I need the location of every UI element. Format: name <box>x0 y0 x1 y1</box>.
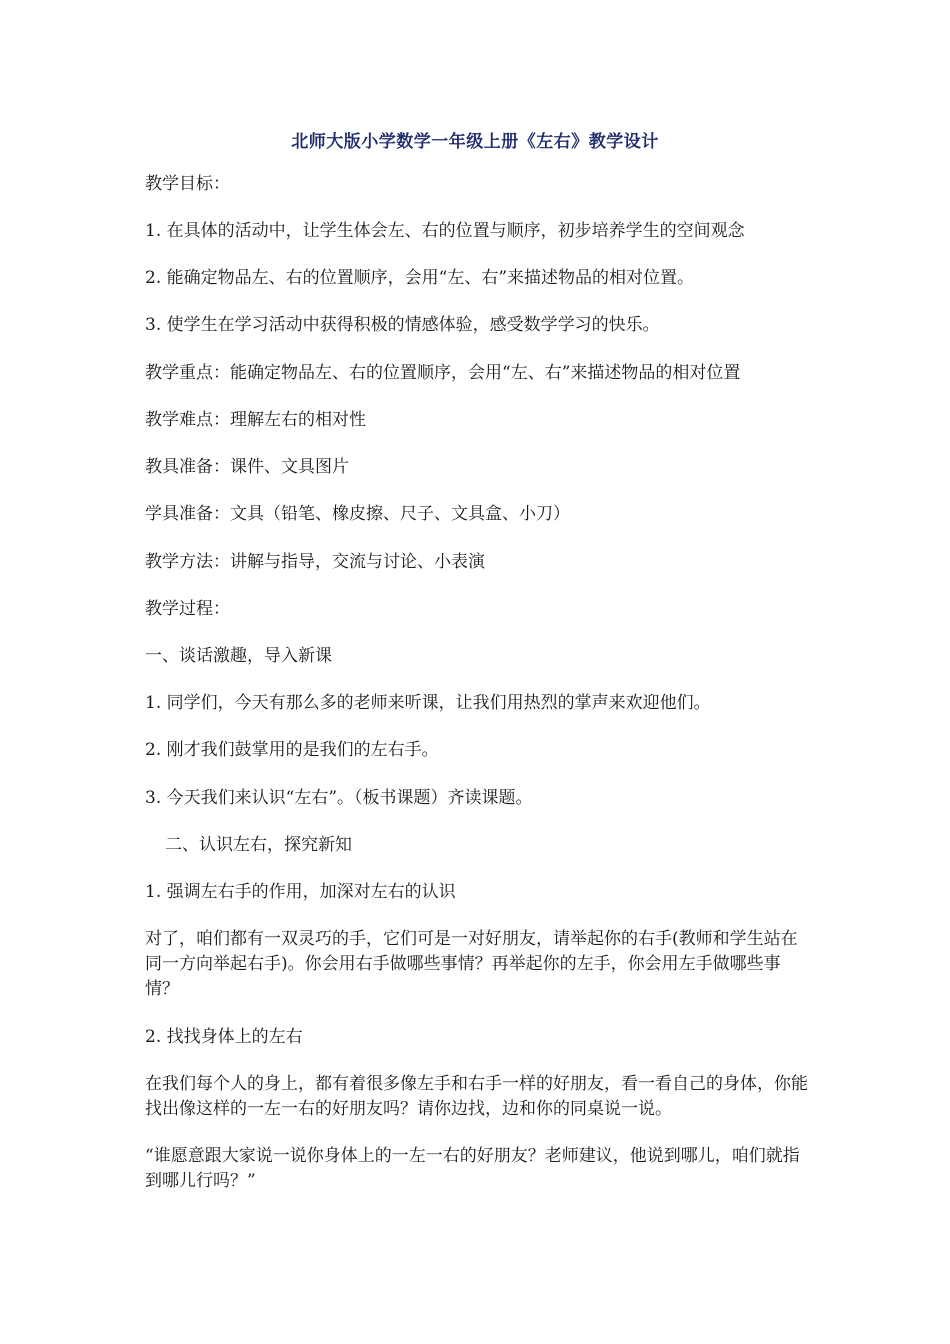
part1-item-2: 2. 刚才我们鼓掌用的是我们的左右手。 <box>145 740 439 760</box>
part-heading-1: 一、谈话激趣，导入新课 <box>145 646 332 666</box>
section-heading-objectives: 教学目标： <box>145 174 230 194</box>
part2-paragraph-2: 在我们每个人的身上，都有着很多像左手和右手一样的好朋友，看一看自己的身体，你能找出像这样的一左一右的好朋友吗？请你边找，边和你的同桌说一说。 <box>145 1074 808 1119</box>
objective-item-1: 1. 在具体的活动中，让学生体会左、右的位置与顺序，初步培养学生的空间观念 <box>145 221 745 241</box>
objective-item-3: 3. 使学生在学习活动中获得积极的情感体验，感受数学学习的快乐。 <box>145 315 660 335</box>
teaching-aids: 教具准备：课件、文具图片 <box>145 457 349 477</box>
learning-tools: 学具准备：文具（铅笔、橡皮擦、尺子、文具盒、小刀） <box>145 504 570 524</box>
teaching-focus: 教学重点：能确定物品左、右的位置顺序，会用“左、右”来描述物品的相对位置 <box>145 363 741 383</box>
teaching-difficulty: 教学难点：理解左右的相对性 <box>145 410 366 430</box>
section-heading-process: 教学过程： <box>145 599 230 619</box>
part1-item-1: 1. 同学们，今天有那么多的老师来听课，让我们用热烈的掌声来欢迎他们。 <box>145 693 711 713</box>
part2-item-1: 1. 强调左右手的作用，加深对左右的认识 <box>145 882 456 902</box>
teaching-method: 教学方法：讲解与指导，交流与讨论、小表演 <box>145 552 485 572</box>
part2-item-2: 2. 找找身体上的左右 <box>145 1027 303 1047</box>
document-title: 北师大版小学数学一年级上册《左右》教学设计 <box>291 132 659 152</box>
part1-item-3: 3. 今天我们来认识“左右”。（板书课题）齐读课题。 <box>145 788 533 808</box>
part2-paragraph-3: “谁愿意跟大家说一说你身体上的一左一右的好朋友？老师建议，他说到哪儿，咱们就指到哪儿行吗？” <box>145 1146 800 1191</box>
objective-item-2: 2. 能确定物品左、右的位置顺序，会用“左、右”来描述物品的相对位置。 <box>145 268 695 288</box>
part-heading-2: 二、认识左右，探究新知 <box>165 835 352 855</box>
part2-paragraph-1: 对了，咱们都有一双灵巧的手，它们可是一对好朋友，请举起你的右手(教师和学生站在同一方向举起右手)。你会用右手做哪些事情？再举起你的左手，你会用左手做哪些事情？ <box>145 929 798 999</box>
